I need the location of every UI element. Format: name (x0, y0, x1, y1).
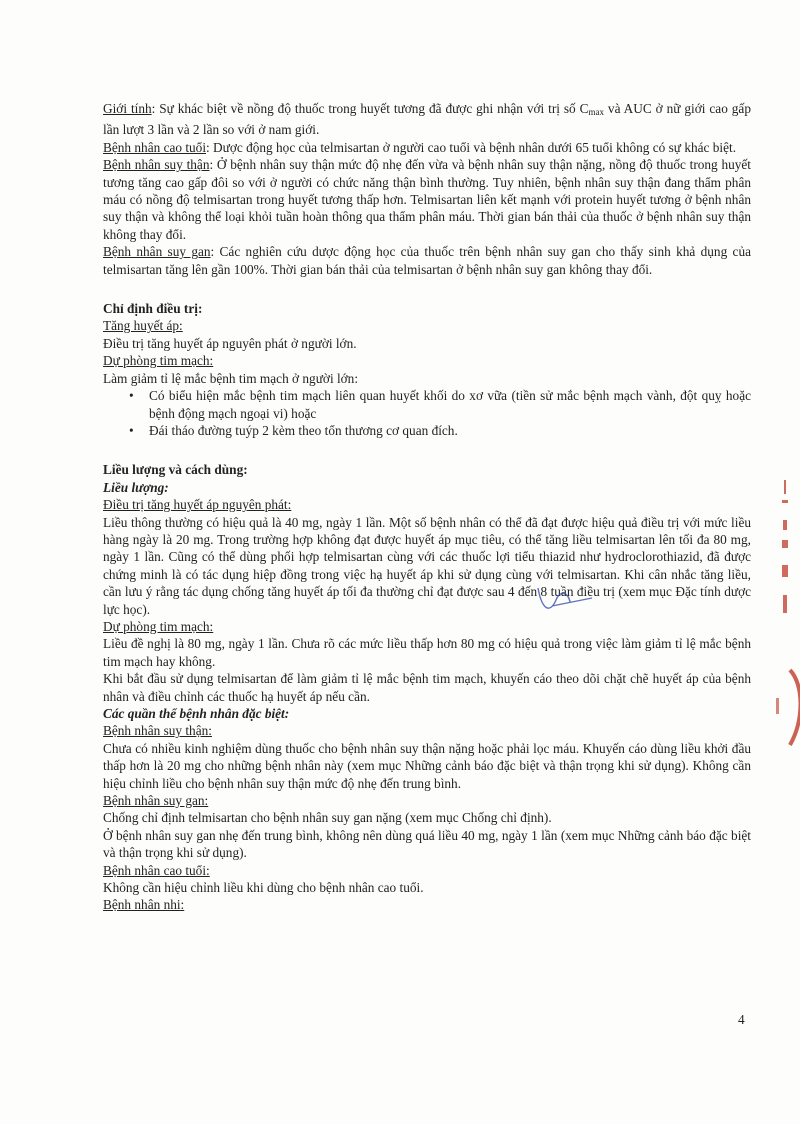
text-cv-prevention-dose: Liều đề nghị là 80 mg, ngày 1 lần. Chưa rõ các mức liều thấp hơn 80 mg có hiệu quả trong việc làm giảm tỉ lệ mắc bệnh tim mạch hay không. (103, 636, 751, 669)
heading-elderly-dose: Bệnh nhân cao tuổi: (103, 862, 210, 878)
indication-bullet-list (103, 387, 751, 439)
text-elderly-dose: Không cần hiệu chỉnh liều khi dùng cho bệnh nhân cao tuổi. (103, 880, 424, 896)
label-renal: Bệnh nhân suy thận (103, 157, 210, 173)
list-item (103, 387, 751, 422)
bullet-text: Có biểu hiện mắc bệnh tim mạch liên quan huyết khối do xơ vữa (tiền sử mắc bệnh mạch vành, đột quỵ hoặc bệnh động mạch ngoại vi) hoặc (149, 388, 751, 421)
text-elderly: : Dược động học của telmisartan ở người cao tuổi và bệnh nhân dưới 65 tuổi không có sự khác biệt. (206, 139, 737, 155)
subtitle-dosage: Liều lượng: (103, 479, 169, 495)
subscript-max: max (588, 107, 604, 117)
page-number: 4 (738, 1012, 745, 1027)
paragraph-hepatic (103, 243, 751, 278)
bullet-text: Đái tháo đường tuýp 2 kèm theo tổn thương cơ quan đích. (149, 422, 458, 438)
label-gender: Giới tính (103, 101, 152, 116)
subtitle-special-populations: Các quần thể bệnh nhân đặc biệt: (103, 706, 290, 721)
text-gender: : Sự khác biệt về nồng độ thuốc trong huyết tương đã được ghi nhận với trị số C (151, 101, 589, 116)
paragraph-elderly (103, 139, 751, 156)
label-elderly: Bệnh nhân cao tuổi (103, 139, 207, 155)
heading-hypertension: Tăng huyết áp: (103, 318, 183, 334)
text-gender-2: và AUC ở nữ giới cao gấp lần lượt 3 lần và 2 lần so với ở nam giới. (103, 101, 751, 138)
label-hepatic: Bệnh nhân suy gan (103, 244, 211, 260)
text-hepatic: : Các nghiên cứu dược động học của thuốc trên bệnh nhân suy gan cho thấy sinh khả dụng của telmisartan tăng lên gần 100%. Thời gian bán thải của telmisartan ở bệnh nhân suy gan không thay đổi. (103, 244, 751, 277)
text-cv-monitoring: Khi bắt đầu sử dụng telmisartan để làm giảm tỉ lệ mắc bệnh tim mạch, khuyến cáo theo dõi chặt chẽ huyết áp của bệnh nhân và điều chỉnh các thuốc hạ huyết áp nếu cần. (103, 671, 751, 704)
list-item (103, 422, 751, 439)
page-content (103, 100, 751, 914)
text-hypertension: Điều trị tăng huyết áp nguyên phát ở người lớn. (103, 335, 357, 351)
text-hepatic-contraindication: Chống chỉ định telmisartan cho bệnh nhân suy gan nặng (xem mục Chống chỉ định). (103, 810, 552, 826)
bullet-icon: • (129, 388, 134, 404)
text-renal: : Ở bệnh nhân suy thận mức độ nhẹ đến vừa và bệnh nhân suy thận nặng, nồng độ thuốc trong huyết tương tăng cao gấp đôi so với ở người có chức năng thận bình thường. Tuy nhiên, bệnh nhân suy thận đang thẩm phân máu có nồng độ telmisartan trong huyết tương thấp hơn. Telmisartan liên kết mạnh với protein huyết tương ở bệnh nhân suy thận và không thể loại khỏi tuần hoàn thông qua thẩm phân máu. Thời gian bán thải của thuốc ở bệnh nhân suy thận không thay đổi. (103, 157, 751, 242)
margin-stamp-icon (770, 470, 800, 760)
text-hypertension-treatment: Liều thông thường có hiệu quả là 40 mg, ngày 1 lần. Một số bệnh nhân có thể đã đạt được hiệu quả điều trị với mức liều hàng ngày là 20 mg. Trong trường hợp không đạt được huyết áp mục tiêu, có thể tăng liều telmisartan lên tối đa 80 mg, ngày 1 lần. Cũng có thể dùng phối hợp telmisartan cùng với các thuốc lợi tiểu thiazid như hydroclorothiazid, đã được chứng minh là có tác dụng hiệp đồng trong việc hạ huyết áp khi sử dụng cùng với telmisartan. Khi cân nhắc tăng liều, cần lưu ý rằng tác dụng chống tăng huyết áp tối đa thường chỉ đạt được sau 4 đến 8 tuần điều trị (xem mục Đặc tính dược lực học). (103, 514, 751, 617)
text-cv-prevention: Làm giảm tỉ lệ mắc bệnh tim mạch ở người lớn: (103, 370, 359, 386)
heading-cv-prevention-dose: Dự phòng tim mạch: (103, 618, 214, 634)
bullet-icon: • (129, 422, 134, 438)
heading-pediatric: Bệnh nhân nhi: (103, 897, 185, 913)
section-title-indications: Chỉ định điều trị: (103, 301, 203, 317)
heading-hypertension-treatment: Điều trị tăng huyết áp nguyên phát: (103, 497, 292, 513)
paragraph-gender (103, 100, 751, 139)
pen-mark-icon (530, 580, 600, 620)
heading-hepatic-dose: Bệnh nhân suy gan: (103, 793, 209, 809)
heading-renal-dose: Bệnh nhân suy thận: (103, 723, 212, 739)
text-hepatic-dose: Ở bệnh nhân suy gan nhẹ đến trung bình, không nên dùng quá liều 40 mg, ngày 1 lần (xem mục Những cảnh báo đặc biệt và thận trọng khi sử dụng). (103, 827, 751, 861)
heading-cv-prevention: Dự phòng tim mạch: (103, 353, 214, 369)
paragraph-renal (103, 156, 751, 243)
section-title-dosage: Liều lượng và cách dùng: (103, 462, 248, 478)
text-renal-dose: Chưa có nhiều kinh nghiệm dùng thuốc cho bệnh nhân suy thận nặng hoặc phải lọc máu. Khuyến cáo dùng liều khởi đầu thấp hơn là 20 mg cho những bệnh nhân này (xem mục Những cảnh báo đặc biệt và thận trọng khi sử dụng). Không cần hiệu chỉnh liều cho bệnh nhân suy thận mức độ nhẹ đến trung bình. (103, 740, 751, 791)
